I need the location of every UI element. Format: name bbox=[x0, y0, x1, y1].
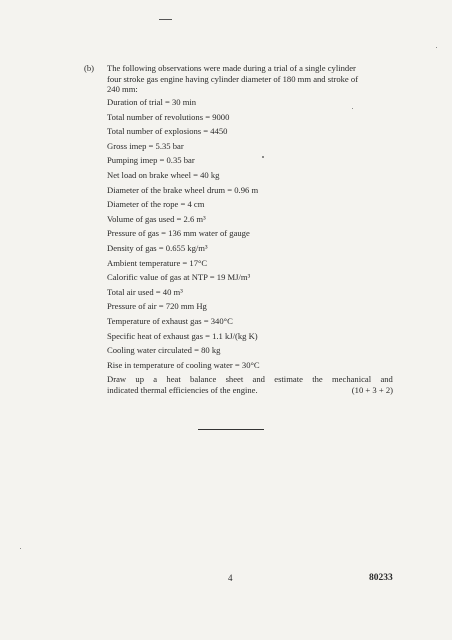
observation-item: Gross imep = 5.35 bar bbox=[107, 140, 184, 151]
observations-list bbox=[107, 96, 397, 373]
observation-item: Net load on brake wheel = 40 kg bbox=[107, 169, 220, 180]
observation-item: Total number of explosions = 4450 bbox=[107, 126, 228, 137]
paper-code: 80233 bbox=[369, 573, 393, 583]
scan-speck bbox=[262, 156, 264, 158]
observation-item: Duration of trial = 30 min bbox=[107, 97, 197, 107]
observation-item: Density of gas = 0.655 kg/m³ bbox=[107, 242, 208, 253]
scan-speck bbox=[20, 548, 21, 549]
scan-speck bbox=[352, 108, 353, 109]
observation-item: Pumping imep = 0.35 bar bbox=[107, 155, 195, 166]
observation-item: Temperature of exhaust gas = 340°C bbox=[107, 315, 233, 326]
observation-item: Diameter of the rope = 4 cm bbox=[107, 199, 205, 210]
task-word: balance bbox=[190, 374, 217, 384]
task-text: indicated thermal efficiencies of the engine. bbox=[107, 384, 258, 395]
intro-line: four stroke gas engine having cylinder diameter of 180 mm and stroke of bbox=[107, 73, 359, 84]
observation-item: Calorific value of gas at NTP = 19 MJ/m³ bbox=[107, 272, 251, 283]
end-of-question-rule bbox=[198, 429, 264, 430]
observation-item: Total air used = 40 m³ bbox=[107, 286, 183, 297]
task-word: and bbox=[252, 374, 265, 384]
observation-item: Total number of revolutions = 9000 bbox=[107, 111, 230, 122]
observation-item: Pressure of gas = 136 mm water of gauge bbox=[107, 228, 250, 239]
task-word: Draw bbox=[107, 374, 127, 384]
observation-item: Pressure of air = 720 mm Hg bbox=[107, 301, 207, 312]
task-line-justified bbox=[107, 374, 393, 385]
observation-item: Cooling water circulated = 80 kg bbox=[107, 345, 221, 356]
observation-item: Volume of gas used = 2.6 m³ bbox=[107, 213, 206, 224]
page-number: 4 bbox=[228, 573, 233, 583]
task-word: heat bbox=[166, 374, 181, 384]
scan-speck bbox=[436, 47, 437, 48]
intro-line: 240 mm: bbox=[107, 84, 138, 95]
question-label: (b) bbox=[84, 63, 95, 73]
intro-line: The following observations were made during a trial of a single cylinder bbox=[107, 63, 356, 73]
task-word: estimate bbox=[274, 374, 303, 384]
task-word: and bbox=[380, 374, 393, 384]
observation-item: Diameter of the brake wheel drum = 0.96 m bbox=[107, 184, 259, 195]
task-instruction bbox=[107, 374, 393, 395]
question-intro bbox=[107, 63, 393, 95]
task-word: up bbox=[135, 374, 144, 384]
task-word: a bbox=[153, 374, 158, 384]
observation-item: Rise in temperature of cooling water = 30°C bbox=[107, 359, 260, 370]
task-word: the bbox=[312, 374, 323, 384]
task-word: sheet bbox=[225, 374, 244, 384]
task-word: mechanical bbox=[332, 374, 372, 384]
observation-item: Specific heat of exhaust gas = 1.1 kJ/(kg K) bbox=[107, 330, 258, 341]
top-dash-mark bbox=[159, 19, 172, 20]
marks-allocation: (10 + 3 + 2) bbox=[351, 384, 393, 395]
observation-item: Ambient temperature = 17°C bbox=[107, 257, 208, 268]
task-line-last bbox=[107, 385, 393, 396]
